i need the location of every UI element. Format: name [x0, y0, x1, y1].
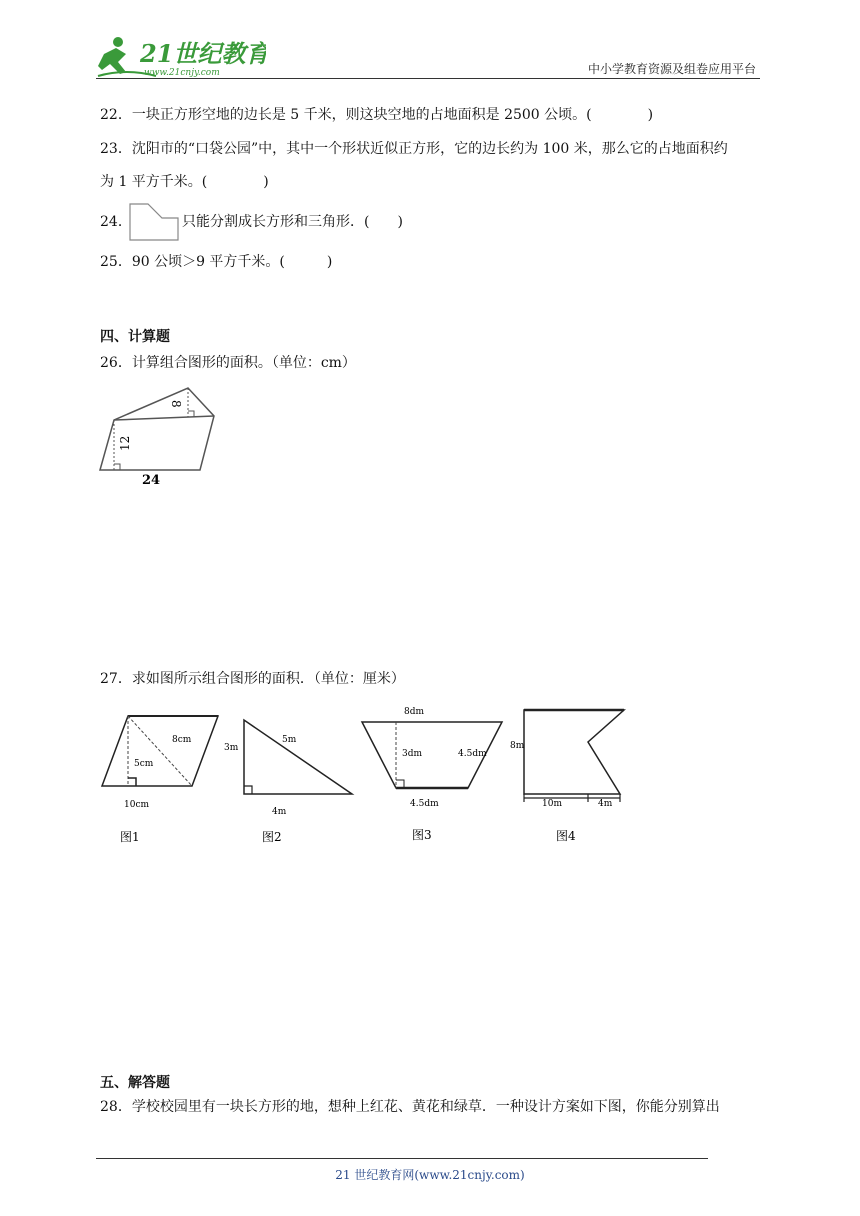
- question-26: 26．计算组合图形的面积。（单位：cm）: [100, 355, 356, 371]
- q26-label-left: 12: [118, 435, 132, 451]
- q26-label-bottom: 24: [142, 473, 161, 488]
- fig4-caption: 图4: [556, 829, 576, 843]
- question-28: 28．学校校园里有一块长方形的地，想种上红花、黄花和绿草．一种设计方案如下图，你能分别算出: [100, 1099, 720, 1115]
- fig1-caption: 图1: [120, 830, 140, 844]
- fig1-label-base: 10cm: [124, 800, 150, 810]
- fig3-caption: 图3: [412, 828, 432, 842]
- header-divider: [96, 78, 760, 79]
- question-23-line2: 为 1 平方千米。( ): [100, 174, 269, 190]
- fig2-label-hyp: 5m: [282, 735, 297, 745]
- fig2-caption: 图2: [262, 830, 282, 844]
- fig3-label-height: 3dm: [402, 749, 423, 759]
- fig1-label-height: 5cm: [134, 759, 154, 769]
- fig2-label-left: 3m: [224, 743, 239, 753]
- question-23-line1: 23．沈阳市的“口袋公园”中，其中一个形状近似正方形，它的边长约为 100 米，那么它的占地面积约: [100, 141, 728, 157]
- q27-figure-4: [506, 702, 632, 852]
- header-platform-text: 中小学教育资源及组卷应用平台: [587, 62, 756, 76]
- fig1-label-diag: 8cm: [172, 735, 192, 745]
- q26-figure: [96, 380, 226, 494]
- q26-label-top: 8: [169, 400, 183, 408]
- fig4-label-b1: 10m: [542, 799, 562, 809]
- q27-figure-3: [358, 702, 508, 852]
- fig3-label-top: 8dm: [404, 707, 425, 717]
- fig3-label-bottom: 4.5dm: [410, 799, 439, 809]
- logo-url-text: www.21cnjy.com: [144, 68, 220, 78]
- section-5-title: 五、解答题: [100, 1075, 170, 1091]
- question-25: 25．90 公顷＞9 平方千米。( ): [100, 254, 333, 270]
- fig4-label-left: 8m: [510, 741, 525, 751]
- question-27: 27．求如图所示组合图形的面积．（单位：厘米）: [100, 671, 405, 687]
- footer-link[interactable]: 21 世纪教育网(www.21cnjy.com): [335, 1168, 525, 1182]
- q27-figure-2: [222, 708, 358, 852]
- question-24-number: 24．: [100, 214, 132, 230]
- fig3-label-side: 4.5dm: [458, 749, 487, 759]
- question-24-text: 只能分割成长方形和三角形．( ): [182, 214, 403, 230]
- footer-divider: [96, 1158, 708, 1159]
- question-24-figure: [128, 202, 182, 246]
- q27-figure-1: [98, 708, 222, 852]
- question-22: 22．一块正方形空地的边长是 5 千米，则这块空地的占地面积是 2500 公顷。( ): [100, 107, 654, 123]
- fig2-label-base: 4m: [272, 807, 287, 817]
- fig4-label-b2: 4m: [598, 799, 613, 809]
- logo-main-text: 21世纪教育: [140, 39, 266, 68]
- site-logo: [96, 32, 266, 80]
- section-4-title: 四、计算题: [100, 329, 170, 345]
